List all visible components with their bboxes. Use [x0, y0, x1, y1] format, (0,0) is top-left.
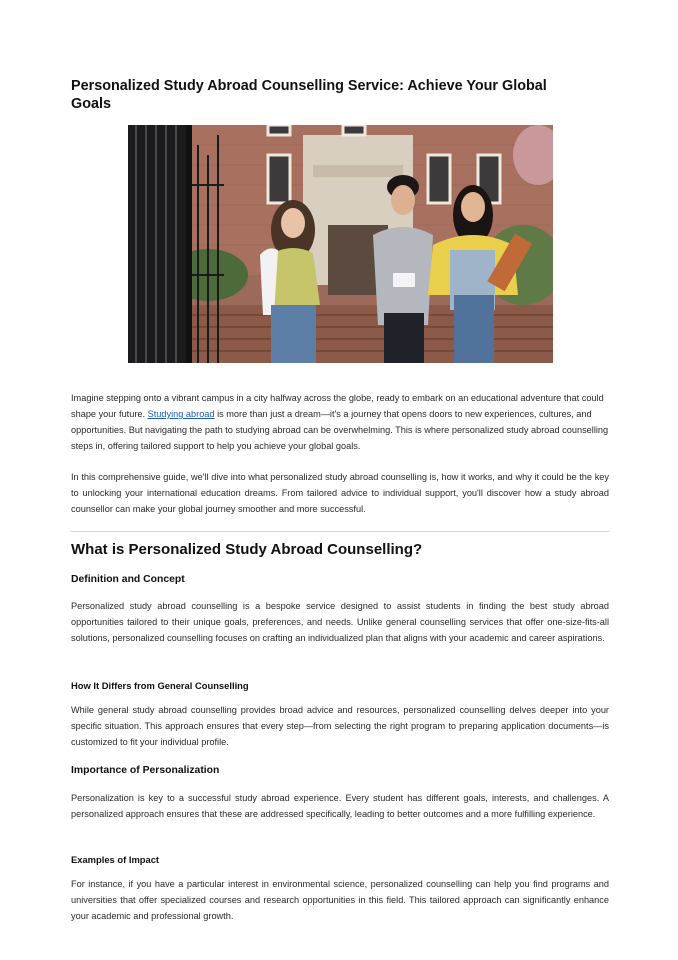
section-heading: What is Personalized Study Abroad Counselling?: [71, 541, 423, 558]
definition-paragraph: Personalized study abroad counselling is a bespoke service designed to assist students in finding the best study abroad opportunities tailored to their unique goals, preferences, and needs. Unlike general counselling services that offer one-size-fits-all solutions, personalized counselling focuses on crafting an individualized plan that aligns with your academic and career aspirations.: [71, 601, 609, 644]
definition-heading: Definition and Concept: [71, 574, 185, 585]
intro-text-start: Imagine stepping onto a vibrant campus in a city halfway across the globe, ready to embark on an educational adventure that could shape your future.: [71, 393, 604, 420]
intro-text-end: is more than just a dream—it's a journey that opens doors to new experiences, cultures, and opportunities. But navigating the path to studying abroad can be overwhelming. This is where personalized study abroad counselling steps in, offering tailored support to help you achieve your global goals.: [71, 409, 609, 452]
intro-paragraph-1: [71, 390, 609, 454]
differs-heading: How It Differs from General Counselling: [71, 680, 249, 691]
differs-paragraph: While general study abroad counselling provides broad advice and resources, personalized counselling delves deeper into your specific situation. This approach ensures that every step—from selecting the right program to preparing application documents—is customized to fit your individual profile.: [71, 705, 609, 748]
importance-paragraph: Personalization is key to a successful study abroad experience. Every student has different goals, interests, and challenges. A personalized approach ensures that these are addressed specifically, leading to better outcomes and a more fulfilling experience.: [71, 793, 609, 820]
article-title: Personalized Study Abroad Counselling Service: Achieve Your Global Goals: [71, 77, 547, 112]
importance-heading: Importance of Personalization: [71, 765, 220, 776]
studying-abroad-link[interactable]: Studying abroad: [147, 409, 215, 420]
examples-heading: Examples of Impact: [71, 854, 160, 865]
intro-paragraph-2: In this comprehensive guide, we'll dive into what personalized study abroad counselling is, how it works, and why it could be the key to unlocking your international education dreams. From tailored advice to individual support, you'll discover how a study abroad counsellor can make your global journey smoother and more successful.: [71, 472, 609, 515]
examples-paragraph: For instance, if you have a particular interest in environmental science, personalized counselling can help you find programs and universities that offer specialized courses and research opportunities in this field. This tailored approach can significantly enhance your academic and professional growth.: [71, 879, 609, 922]
section-divider: [71, 531, 609, 532]
hero-image-students-campus: [128, 125, 553, 363]
